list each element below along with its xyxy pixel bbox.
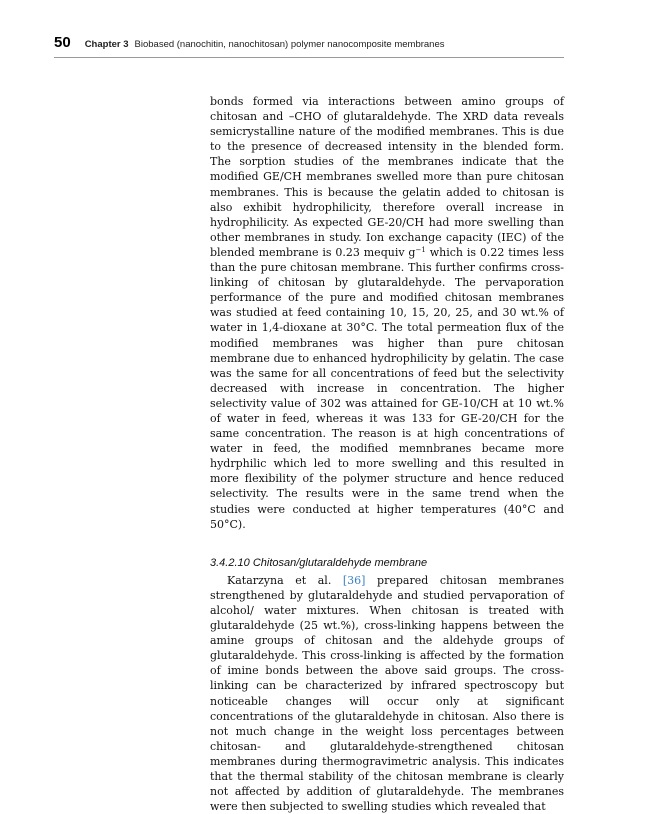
running-head (85, 39, 445, 50)
paragraph-continued (210, 94, 564, 532)
unit-superscript: −1 (415, 245, 426, 254)
running-header (54, 34, 564, 58)
paragraph2-part-a: Katarzyna et al. (227, 573, 343, 587)
paragraph1-part-a: bonds formed via interactions between amino groups of chitosan and –CHO of glutaraldehyde. The XRD data reveals semicrystalline nature of the modified membranes. This is due to the presence of decreased intensity in the blended form. The sorption studies of the membranes indicate that the modified GE/CH membranes swelled more than pure chitosan membranes. This is because the gelatin added to chitosan is also exhibit hydrophilicity, therefore overall increase in hydrophilicity. As expected GE-20/CH had more swelling than other membranes in study. Ion exchange capacity (IEC) of the blended membrane is 0.23 mequiv g (210, 95, 564, 259)
paragraph2-part-b: prepared chitosan membranes strengthened by glutaraldehyde and studied pervaporation of alcohol/ water mixtures. When chitosan is treated with glutaraldehyde (25 wt.%), cross-linking happens between the amine groups of chitosan and the aldehyde groups of glutaraldehyde. This cross-linking is affected by the formation of imine bonds between the above said groups. The cross-linking can be characterized by infrared spectroscopy but noticeable changes will occur only at significant concentrations of the glutaraldehyde in chitosan. Also there is not much change in the weight loss percentages between chitosan- and glutaraldehyde-strengthened chitosan membranes during thermogravimetric analysis. This indicates that the thermal stability of the chitosan membrane is clearly not affected by addition of glutaraldehyde. The membranes were then subjected to swelling studies which revealed that (210, 573, 564, 814)
section-heading: 3.4.2.10 Chitosan/glutaraldehyde membrane (210, 556, 428, 569)
citation-link[interactable]: [36] (342, 573, 366, 587)
chapter-label: Chapter 3 (84, 39, 129, 50)
page-number: 50 (54, 34, 71, 51)
paragraph-katarzyna (210, 573, 564, 814)
chapter-title: Biobased (nanochitin, nanochitosan) polymer nanocomposite membranes (134, 39, 445, 50)
body-text (210, 94, 564, 814)
paragraph1-part-b: which is 0.22 times less than the pure chitosan membrane. This further confirms cross-linking of chitosan by glutaraldehyde. The pervaporation performance of the pure and modified chitosan membranes was studied at feed containing 10, 15, 20, 25, and 30 wt.% of water in 1,4-dioxane at 30°C. The total permeation flux of the modified membranes was higher than pure chitosan membrane due to enhanced hydrophilicity by gelatin. The case was the same for all concentrations of feed but the selectivity decreased with increase in concentration. The higher selectivity value of 302 was attained for GE-10/CH at 10 wt.% of water in feed, whereas it was 133 for GE-20/CH for the same concentration. The reason is at high concentrations of water in feed, the modified memnbranes became more hydrphilic which led to more swelling and this resulted in more flexibility of the polymer structure and hence reduced selectivity. The results were in the same trend when the studies were conducted at higher temperatures (40°C and 50°C). (210, 245, 564, 531)
